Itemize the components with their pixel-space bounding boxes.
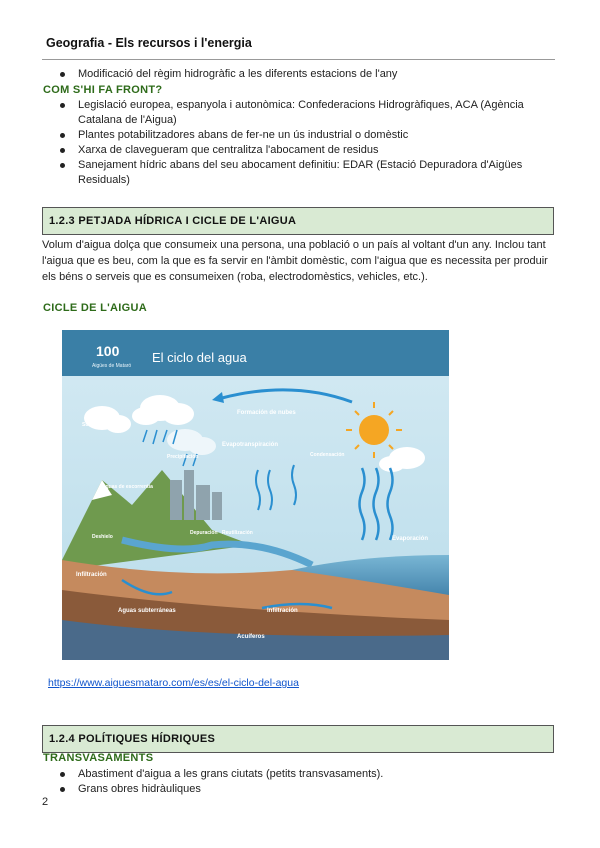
section-124-title-box xyxy=(42,725,554,753)
logo-text: Aigües de Mataró xyxy=(92,363,132,369)
document-header-title: Geografia - Els recursos i l'energia xyxy=(46,36,252,50)
section-123-title-box xyxy=(42,207,554,235)
label-precipitacion: Precipitación xyxy=(167,454,199,460)
label-condensacion: Condensación xyxy=(310,452,345,458)
section-123-title: 1.2.3 PETJADA HÍDRICA I CICLE DE L'AIGUA xyxy=(49,215,297,227)
water-cycle-figure xyxy=(62,330,449,660)
list-item: Legislació europea, espanyola i autonòmica: Confederacions Hidrogràfiques, ACA (Agència Catalana de l'Aigua) xyxy=(42,98,558,128)
label-depuracion: Depuración xyxy=(190,530,218,536)
list-item: Modificació del règim hidrogràfic a les diferents estacions de l'any xyxy=(42,67,558,82)
list-item: Abastiment d'aigua a les grans ciutats (petits transvasaments). xyxy=(42,767,558,782)
label-formacion: Formación de nubes xyxy=(237,410,296,416)
logo-number: 100 xyxy=(96,343,120,359)
section-124-title: 1.2.4 POLÍTIQUES HÍDRIQUES xyxy=(49,733,216,745)
header-divider xyxy=(42,59,555,60)
transvasaments-list xyxy=(42,767,558,797)
label-acuiferos: Acuíferos xyxy=(237,634,265,640)
list-item: Plantes potabilitzadores abans de fer-ne un ús industrial o domèstic xyxy=(42,128,558,143)
transvasaments-heading: TRANSVASAMENTS xyxy=(43,752,154,764)
list-item: Sanejament hídric abans del seu abocament definitiu: EDAR (Estació Depuradora d'Aigües Residuals) xyxy=(42,158,558,188)
top-bullet-list xyxy=(42,67,558,82)
page-number: 2 xyxy=(42,796,49,808)
label-evapotranspiracion: Evapotranspiración xyxy=(222,442,279,448)
what-to-do-list xyxy=(42,98,558,188)
label-infiltracion-2: Infiltración xyxy=(267,608,298,614)
label-aguas-escorrentia: Aguas de escorrentía xyxy=(102,484,153,490)
label-reutilizacion: Reutilización xyxy=(222,530,253,536)
water-cycle-heading: CICLE DE L'AIGUA xyxy=(43,302,147,314)
label-infiltracion-1: Infiltración xyxy=(76,572,107,578)
water-footprint-paragraph: Volum d'aigua dolça que consumeix una persona, una població o un país al voltant d'un any. Inclou tant l'aigua que es beu, com la que es fa servir en l'àmbit domèstic, com l'aigua que es necessita per produir els béns o serveis que es consumeixen (roba, electrodomèstics, vehicles, etc.). xyxy=(42,239,548,283)
list-item: Grans obres hidràuliques xyxy=(42,782,558,797)
label-deshielo: Deshielo xyxy=(92,534,113,540)
what-to-do-heading: COM S'HI FA FRONT? xyxy=(43,84,163,96)
label-sublimacion: Sublimación xyxy=(82,422,112,428)
source-link[interactable]: https://www.aiguesmataro.com/es/es/el-ciclo-del-agua xyxy=(48,677,299,689)
label-evaporacion: Evaporación xyxy=(392,536,429,542)
figure-title-band xyxy=(62,330,449,376)
label-aguas-subterraneas: Aguas subterráneas xyxy=(118,608,176,614)
figure-title: El ciclo del agua xyxy=(152,350,247,365)
list-item: Xarxa de clavegueram que centralitza l'abocament de residus xyxy=(42,143,558,158)
